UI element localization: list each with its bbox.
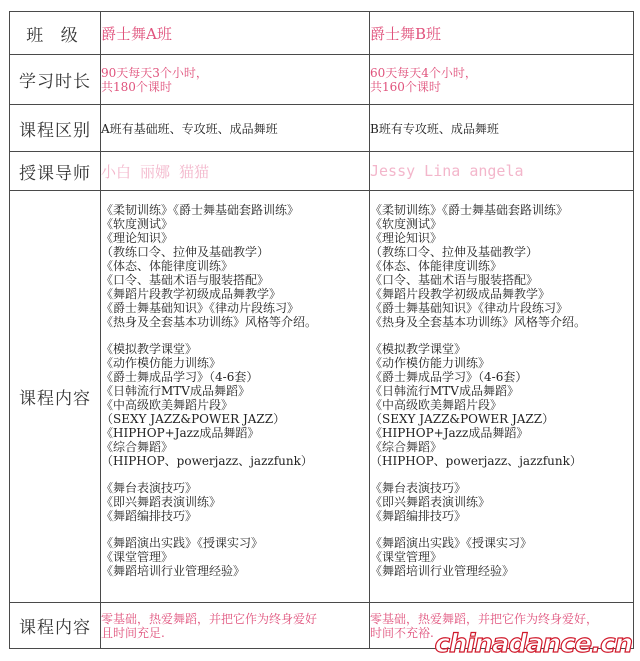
table-row-teachers (10, 152, 634, 191)
table-row-class (10, 12, 634, 55)
content-line: （教练口令、拉伸及基础教学） (370, 244, 539, 259)
content-group (101, 203, 369, 329)
content-line: 《舞蹈片段教学初级成品舞教学》 (370, 286, 551, 301)
content-line: 《课堂管理》 (370, 549, 443, 564)
content-line: 《课堂管理》 (101, 549, 174, 564)
row-label: 课程内容 (10, 191, 101, 603)
content-line: 《综合舞蹈》 (370, 439, 443, 454)
table-row-duration (10, 55, 634, 105)
content-line: 《动作模仿能力训练》 (370, 355, 491, 370)
content-line: 《体态、体能律度训练》 (101, 258, 234, 273)
content-line: 《舞蹈培训行业管理经验》 (101, 563, 246, 578)
content-line: 《理论知识》 (101, 230, 174, 245)
class-b-difference: B班有专攻班、成品舞班 (370, 105, 634, 152)
row-label: 班 级 (10, 12, 101, 55)
duration-line: 90天每天3个小时， (101, 65, 208, 80)
content-group (101, 536, 369, 578)
class-a-teachers: 小白 丽娜 猫猫 (101, 152, 370, 191)
content-line: （SEXY JAZZ&POWER JAZZ） (370, 411, 555, 426)
class-b-duration (370, 55, 634, 105)
class-b-teachers: Jessy Lina angela (370, 152, 634, 191)
content-group (370, 342, 633, 468)
content-line: 《综合舞蹈》 (101, 439, 174, 454)
class-a-content (101, 191, 370, 603)
content-line: 《即兴舞蹈表演训练》 (370, 494, 491, 509)
content-line: 《爵士舞基础知识》《律动片段练习》 (101, 300, 300, 315)
content-line: （HIPHOP、powerjazz、jazzfunk） (101, 453, 313, 468)
row-label: 授课导师 (10, 152, 101, 191)
content-line: （教练口令、拉伸及基础教学） (101, 244, 270, 259)
content-line: 《即兴舞蹈表演训练》 (101, 494, 222, 509)
content-line: 《日韩流行MTV成品舞蹈》 (370, 383, 519, 398)
content-group (101, 481, 369, 523)
content-line: 《软度测试》 (370, 216, 443, 231)
content-line: （HIPHOP、powerjazz、jazzfunk） (370, 453, 582, 468)
row-label: 课程内容 (10, 603, 101, 649)
content-group (370, 203, 633, 329)
content-line: 《舞台表演技巧》 (101, 480, 198, 495)
content-group (370, 481, 633, 523)
content-line: 《舞蹈编排技巧》 (101, 508, 198, 523)
content-line: 《模拟教学课堂》 (370, 341, 467, 356)
content-line: 《热身及全套基本功训练》风格等介绍。 (101, 314, 318, 329)
table-row-difference (10, 105, 634, 152)
content-line: 《动作模仿能力训练》 (101, 355, 222, 370)
content-line: 《中高级欧美舞蹈片段》 (101, 397, 234, 412)
duration-line: 共180个课时 (101, 79, 172, 94)
content-line: 《舞蹈演出实践》《授课实习》 (370, 535, 533, 550)
content-line: 《爵士舞基础知识》《律动片段练习》 (370, 300, 569, 315)
class-a-difference: A班有基础班、专攻班、成品舞班 (101, 105, 370, 152)
class-b-content (370, 191, 634, 603)
requirement-line: 且时间充足. (101, 625, 165, 640)
duration-line: 共160个课时 (370, 79, 441, 94)
content-line: 《柔韧训练》《爵士舞基础套路训练》 (370, 202, 569, 217)
content-line: 《口令、基础术语与服装搭配》 (101, 272, 270, 287)
content-line: 《舞蹈演出实践》《授课实习》 (101, 535, 264, 550)
content-line: 《舞蹈培训行业管理经验》 (370, 563, 515, 578)
content-line: 《柔韧训练》《爵士舞基础套路训练》 (101, 202, 300, 217)
class-b-name: 爵士舞B班 (370, 12, 634, 55)
requirement-line: 时间不充裕. (370, 625, 434, 640)
content-line: 《理论知识》 (370, 230, 443, 245)
content-line: 《舞蹈片段教学初级成品舞教学》 (101, 286, 282, 301)
content-line: 《舞蹈编排技巧》 (370, 508, 467, 523)
content-group (370, 536, 633, 578)
content-line: （SEXY JAZZ&POWER JAZZ） (101, 411, 286, 426)
table-row-content (10, 191, 634, 603)
content-line: 《模拟教学课堂》 (101, 341, 198, 356)
watermark-logo: chinadance.cn (434, 629, 632, 659)
content-line: 《口令、基础术语与服装搭配》 (370, 272, 539, 287)
content-line: 《HIPHOP+Jazz成品舞蹈》 (370, 425, 529, 440)
content-line: 《HIPHOP+Jazz成品舞蹈》 (101, 425, 260, 440)
content-line: 《日韩流行MTV成品舞蹈》 (101, 383, 250, 398)
requirement-line: 零基础，热爱舞蹈，并把它作为终身爱好， (370, 611, 599, 626)
class-a-requirements (101, 603, 370, 649)
content-line: 《爵士舞成品学习》（4-6套） (370, 369, 528, 384)
row-label: 学习时长 (10, 55, 101, 105)
content-line: 《体态、体能律度训练》 (370, 258, 503, 273)
duration-line: 60天每天4个小时， (370, 65, 477, 80)
requirement-line: 零基础，热爱舞蹈，并把它作为终身爱好 (101, 611, 318, 626)
content-line: 《热身及全套基本功训练》风格等介绍。 (370, 314, 587, 329)
content-line: 《中高级欧美舞蹈片段》 (370, 397, 503, 412)
content-line: 《爵士舞成品学习》（4-6套） (101, 369, 259, 384)
content-line: 《舞台表演技巧》 (370, 480, 467, 495)
content-group (101, 342, 369, 468)
content-line: 《软度测试》 (101, 216, 174, 231)
class-a-name: 爵士舞A班 (101, 12, 370, 55)
row-label: 课程区别 (10, 105, 101, 152)
class-a-duration (101, 55, 370, 105)
class-comparison-table (9, 11, 634, 649)
